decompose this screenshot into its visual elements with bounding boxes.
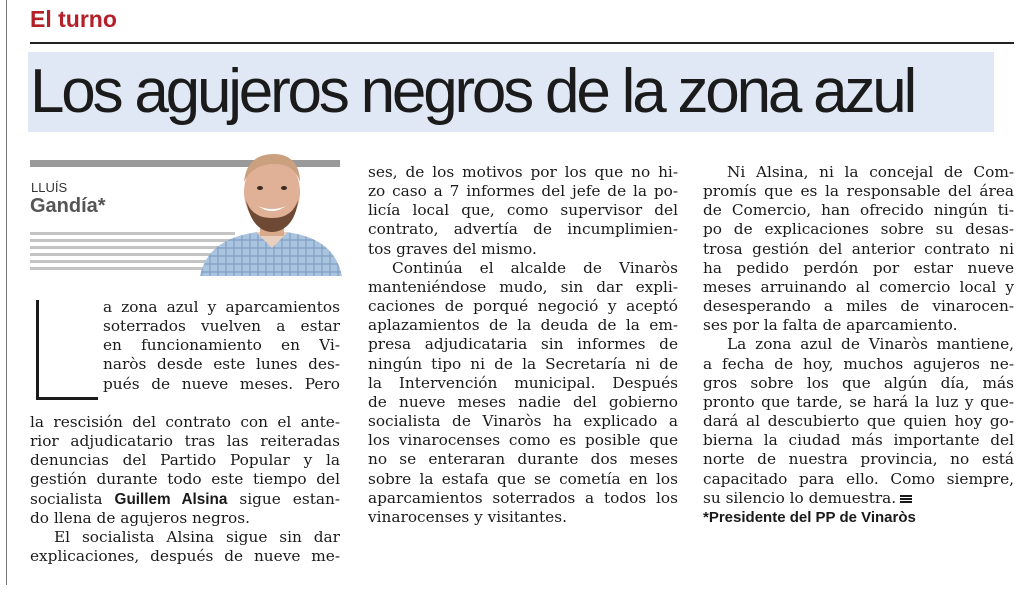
text-line: La zona azul de Vinaròs mantiene, bbox=[727, 335, 1014, 354]
text-line: Continúa el alcalde de Vinaròs bbox=[392, 258, 678, 277]
text-line: los vinarocenses como es posible que bbox=[368, 431, 678, 450]
text-line: no se enteraran durante dos meses bbox=[368, 450, 678, 469]
text-line: aplazamientos de la deuda de la em- bbox=[368, 316, 678, 335]
text-line: denuncias del Partido Popular y la bbox=[30, 451, 340, 470]
text-line: a fecha de hoy, muchos agujeros ne- bbox=[703, 354, 1014, 373]
article-headline: Los agujeros negros de la zona azul bbox=[30, 57, 915, 126]
column-1-body bbox=[30, 413, 340, 566]
text-line: promís que es la responsable del área bbox=[703, 182, 1014, 201]
text-line: soterrados vuelven a estar bbox=[103, 317, 340, 336]
text-line-end bbox=[703, 489, 1014, 508]
text-line: socialista de Vinaròs ha explicado a bbox=[368, 412, 678, 431]
text-line: pronto que tarde, se hará la luz y que- bbox=[703, 392, 1014, 411]
drop-cap-letter bbox=[36, 300, 98, 400]
text-line: po de explicaciones sobre su desas- bbox=[703, 220, 1014, 239]
section-label: El turno bbox=[30, 6, 117, 32]
text-line: la Intervención municipal. Después bbox=[368, 373, 678, 392]
header-rule bbox=[30, 42, 1014, 44]
author-portrait bbox=[198, 148, 343, 276]
text-line: aparcamientos soterrados a todos los bbox=[368, 488, 678, 507]
text-line: licía local que, como supervisor del bbox=[368, 201, 678, 220]
text-line: trosa gestión del anterior contrato ni bbox=[703, 239, 1014, 258]
text-line: explicaciones, después de nueve me- bbox=[30, 547, 340, 566]
text-line: a zona azul y aparcamientos bbox=[103, 298, 340, 316]
text-line: tos graves del mismo. bbox=[368, 239, 537, 258]
text-run: socialista bbox=[30, 489, 115, 508]
text-line: dará al descubierto que quien hoy go- bbox=[703, 412, 1014, 431]
text-line: capacitado para ello. Como siempre, bbox=[703, 469, 1014, 488]
text-run: su silencio lo demuestra. bbox=[703, 488, 897, 507]
column-3 bbox=[703, 163, 1014, 527]
text-line: pués de nueve meses. Pero bbox=[103, 374, 340, 393]
column-1-intro bbox=[103, 298, 340, 394]
page-left-rule bbox=[6, 0, 7, 585]
text-line: presa adjudicataria sin informes de bbox=[368, 335, 678, 354]
author-first-name: LLUÍS bbox=[31, 180, 68, 195]
text-line: manteniéndose mudo, sin dar expli- bbox=[368, 277, 678, 296]
text-run: sigue estan- bbox=[227, 489, 340, 508]
text-line: ses por la falta de aparcamiento. bbox=[703, 316, 958, 335]
text-line: vinarocenses y visitantes. bbox=[368, 507, 567, 526]
text-line: contrato, advertía de incumplimien- bbox=[368, 220, 678, 239]
text-line: de nueve meses nadie del gobierno bbox=[368, 392, 678, 411]
text-line: meses arruinando al comercio local y bbox=[703, 277, 1014, 296]
text-line: Ni Alsina, ni la concejal de Com- bbox=[727, 163, 1014, 181]
text-line: bierna la ciudad más importante del bbox=[703, 431, 1014, 450]
text-line: ses, de los motivos por los que no hi- bbox=[368, 163, 678, 181]
end-of-article-icon bbox=[900, 495, 912, 503]
author-last-name: Gandía* bbox=[30, 195, 106, 217]
text-line: desesperando a miles de vinarocen- bbox=[703, 297, 1014, 316]
text-line: do llena de agujeros negros. bbox=[30, 508, 250, 527]
text-line: sobre la estafa que se cometía en los bbox=[368, 469, 678, 488]
highlighted-name: Guillem Alsina bbox=[114, 490, 228, 508]
text-line: de Comercio, han ofrecido ningún ti- bbox=[703, 201, 1014, 220]
text-line: ningún tipo ni de la Secretaría ni de bbox=[368, 354, 678, 373]
text-line-with-name bbox=[30, 490, 340, 509]
column-2 bbox=[368, 163, 678, 527]
text-line: rior adjudicatario tras las reiteradas bbox=[30, 432, 340, 451]
text-line: El socialista Alsina sigue sin dar bbox=[54, 527, 340, 546]
text-line: ha pedido perdón por estar nueve bbox=[703, 258, 1014, 277]
text-line: gestión durante todo este tiempo del bbox=[30, 470, 340, 489]
text-line: norte de nuestra provincia, no está bbox=[703, 450, 1014, 469]
text-line: naròs desde este lunes des- bbox=[103, 355, 340, 374]
text-line: en funcionamiento en Vi- bbox=[103, 336, 340, 355]
text-line: la rescisión del contrato con el ante- bbox=[30, 413, 340, 431]
text-line: gros sobre los que algún día, más bbox=[703, 373, 1014, 392]
text-line: zo caso a 7 informes del jefe de la po- bbox=[368, 182, 678, 201]
author-signature: *Presidente del PP de Vinaròs bbox=[703, 508, 916, 526]
text-line: caciones de porqué negoció y aceptó bbox=[368, 297, 678, 316]
